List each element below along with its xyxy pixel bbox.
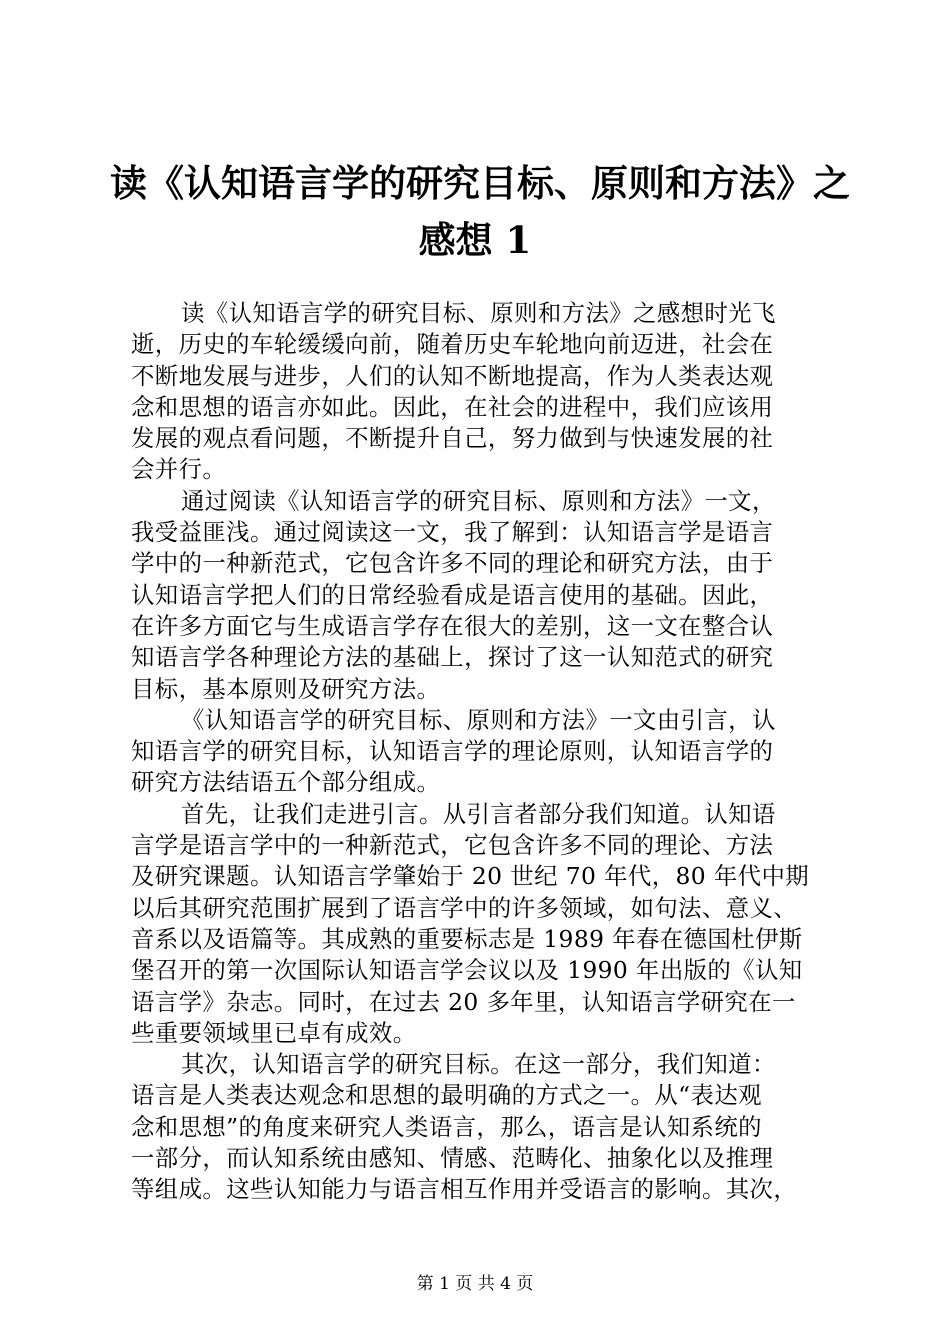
body-text-line: 等组成。这些认知能力与语言相互作用并受语言的影响。其次，: [131, 1175, 798, 1204]
body-text-line: 堡召开的第一次国际认知语言学会议以及 1990 年出版的《认知: [131, 956, 803, 985]
body-text-line: 言学是语言学中的一种新范式，它包含许多不同的理论、方法: [131, 831, 774, 860]
body-text-line: 知语言学各种理论方法的基础上，探讨了这一认知范式的研究: [131, 643, 774, 672]
body-text-line: 《认知语言学的研究目标、原则和方法》一文由引言，认: [181, 705, 776, 734]
body-text-line: 些重要领域里已卓有成效。: [131, 1018, 417, 1047]
body-text-line: 目标，基本原则及研究方法。: [131, 674, 441, 703]
body-text-line: 一部分，而认知系统由感知、情感、范畴化、抽象化以及推理: [131, 1144, 774, 1173]
body-text-line: 研究方法结语五个部分组成。: [131, 768, 441, 797]
body-text-line: 语言学》杂志。同时，在过去 20 多年里，认知语言学研究在一: [131, 987, 796, 1016]
body-text-line: 知语言学的研究目标，认知语言学的理论原则，认知语言学的: [131, 737, 774, 766]
body-text-line: 我受益匪浅。通过阅读这一文，我了解到：认知语言学是语言: [131, 518, 774, 547]
body-text-line: 音系以及语篇等。其成熟的重要标志是 1989 年春在德国杜伊斯: [131, 924, 803, 953]
body-text-line: 会并行。: [131, 455, 227, 484]
body-text-line: 语言是人类表达观念和思想的最明确的方式之一。从“表达观: [131, 1081, 762, 1110]
body-text-line: 念和思想的语言亦如此。因此，在社会的进程中，我们应该用: [131, 392, 774, 421]
body-text-line: 认知语言学把人们的日常经验看成是语言使用的基础。因此，: [131, 580, 774, 609]
document-body: [131, 298, 835, 1206]
body-text-line: 发展的观点看问题，不断提升自己，努力做到与快速发展的社: [131, 424, 774, 453]
document-title-line-2: 感想 1: [418, 218, 532, 262]
body-text-line: 不断地发展与进步，人们的认知不断地提高，作为人类表达观: [131, 361, 774, 390]
body-text-line: 首先，让我们走进引言。从引言者部分我们知道。认知语: [181, 799, 776, 828]
body-text-line: 逝，历史的车轮缓缓向前，随着历史车轮地向前迈进，社会在: [131, 330, 774, 359]
body-text-line: 在许多方面它与生成语言学存在很大的差别，这一文在整合认: [131, 611, 774, 640]
body-text-line: 通过阅读《认知语言学的研究目标、原则和方法》一文，: [181, 486, 776, 515]
document-title-line-1: 读《认知语言学的研究目标、原则和方法》之: [110, 161, 850, 205]
body-text-line: 以后其研究范围扩展到了语言学中的许多领域，如句法、意义、: [131, 893, 798, 922]
page-footer: 第 1 页 共 4 页: [416, 1274, 534, 1294]
body-text-line: 念和思想”的角度来研究人类语言，那么，语言是认知系统的: [131, 1112, 762, 1141]
body-text-line: 学中的一种新范式，它包含许多不同的理论和研究方法，由于: [131, 549, 774, 578]
body-text-line: 及研究课题。认知语言学肇始于 20 世纪 70 年代，80 年代中期: [131, 862, 810, 891]
body-text-line: 其次，认知语言学的研究目标。在这一部分，我们知道：: [181, 1050, 776, 1079]
body-text-line: 读《认知语言学的研究目标、原则和方法》之感想时光飞: [181, 299, 776, 327]
